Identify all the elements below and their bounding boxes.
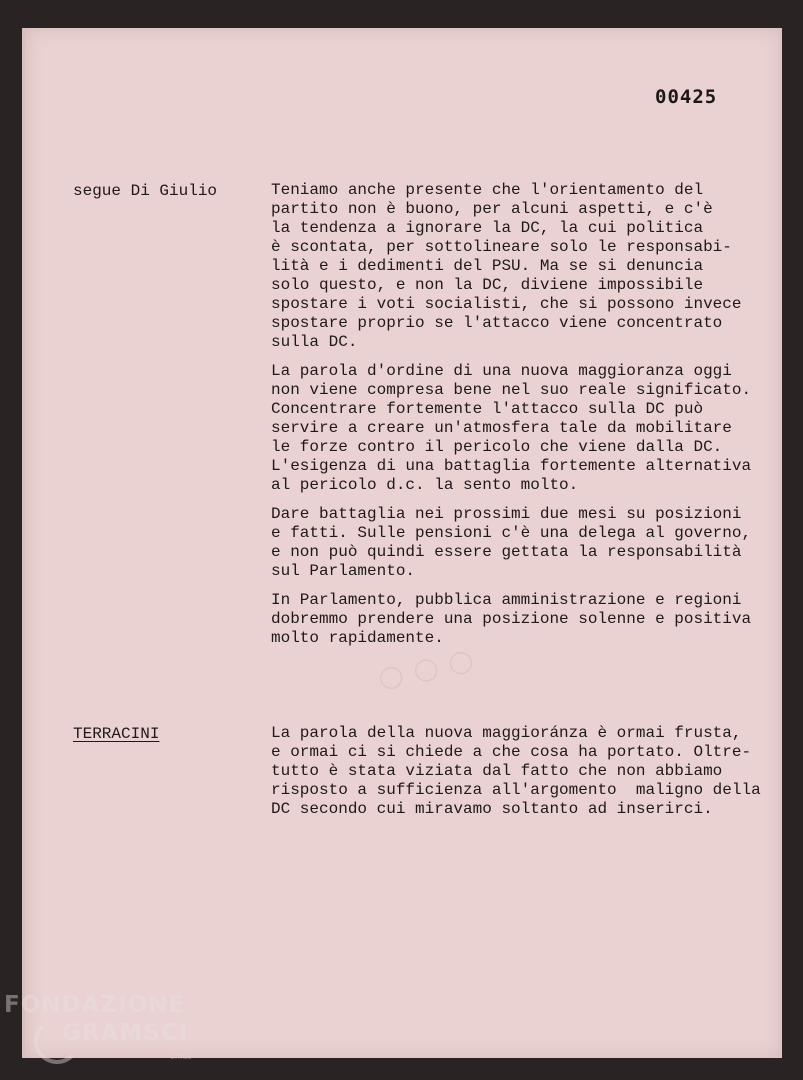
- text-line: dobremmo prendere una posizione solenne e positiva: [271, 610, 752, 628]
- text-line: spostare i voti socialisti, che si possono invece: [271, 295, 742, 313]
- text-line: In Parlamento, pubblica amministrazione e regioni: [271, 591, 742, 609]
- text-line: La parola della nuova maggioránza è ormai frusta,: [271, 724, 742, 742]
- text-line: DC secondo cui miravamo soltanto ad inserirci.: [271, 800, 713, 818]
- faint-stamp: ◯ ◯ ◯: [376, 647, 478, 692]
- document-page: [22, 28, 782, 1058]
- text-line: risposto a sufficienza all'argomento maligno della: [271, 781, 761, 799]
- text-line: lità e i dedimenti del PSU. Ma se si denuncia: [271, 257, 704, 275]
- text-line: Dare battaglia nei prossimi due mesi su posizioni: [271, 505, 742, 523]
- speaker-label: TERRACINI: [73, 725, 160, 743]
- text-line: La parola d'ordine di una nuova maggioranza oggi: [271, 362, 732, 380]
- page-number: 00425: [655, 86, 718, 108]
- paragraph: [271, 724, 771, 819]
- text-line: è scontata, per sottolineare solo le responsabi-: [271, 238, 732, 256]
- paragraph: [271, 505, 771, 581]
- paragraph: [271, 362, 771, 495]
- text-line: non viene compresa bene nel suo reale significato.: [271, 381, 752, 399]
- logo-line-1: FONDAZIONE: [4, 992, 186, 1018]
- text-line: e fatti. Sulle pensioni c'è una delega al governo,: [271, 524, 752, 542]
- text-line: molto rapidamente.: [271, 629, 444, 647]
- text-line: la tendenza a ignorare la DC, la cui politica: [271, 219, 704, 237]
- paragraph: [271, 181, 771, 352]
- text-line: solo questo, e non la DC, diviene impossibile: [271, 276, 704, 294]
- text-line: le forze contro il pericolo che viene dalla DC.: [271, 438, 723, 456]
- speaker-label: segue Di Giulio: [73, 182, 218, 200]
- fondazione-gramsci-logo: [4, 992, 192, 1061]
- text-line: spostare proprio se l'attacco viene concentrato: [271, 314, 723, 332]
- logo-line-2: GRAMSCI: [62, 1020, 189, 1046]
- text-line: tutto è stata viziata dal fatto che non abbiamo: [271, 762, 723, 780]
- text-line: L'esigenza di una battaglia fortemente alternativa: [271, 457, 752, 475]
- speech-text: [271, 724, 771, 829]
- text-line: partito non è buono, per alcuni aspetti, e c'è: [271, 200, 713, 218]
- text-line: sul Parlamento.: [271, 562, 416, 580]
- speech-text: [271, 181, 771, 658]
- text-line: sulla DC.: [271, 333, 358, 351]
- text-line: e non può quindi essere gettata la responsabilità: [271, 543, 742, 561]
- text-line: Teniamo anche presente che l'orientamento del: [271, 181, 704, 199]
- text-line: servire a creare un'atmosfera tale da mobilitare: [271, 419, 732, 437]
- text-line: e ormai ci si chiede a che cosa ha portato. Oltre-: [271, 743, 752, 761]
- text-line: al pericolo d.c. la sento molto.: [271, 476, 579, 494]
- logo-subtitle: onlus: [170, 1052, 192, 1061]
- text-line: Concentrare fortemente l'attacco sulla DC può: [271, 400, 704, 418]
